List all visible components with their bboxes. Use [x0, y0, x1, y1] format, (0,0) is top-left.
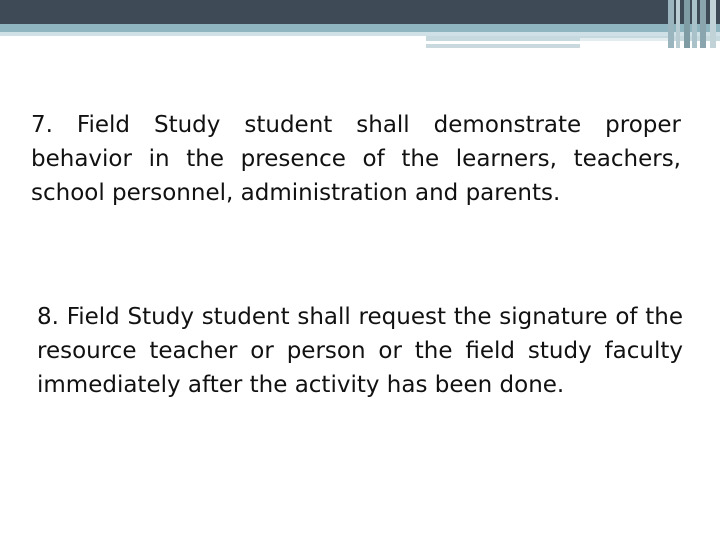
rule-7-text: 7. Field Study student shall demonstrate proper behavior in the presence of the learners, teachers, school personnel, administration and parents. [31, 112, 681, 206]
header-stripe [700, 0, 706, 48]
header-stripe [710, 0, 716, 48]
header-stripe [684, 0, 690, 48]
header-accent-line [426, 44, 580, 48]
header-bar-teal [0, 24, 720, 32]
header-bar-dark [0, 0, 720, 24]
header-accent-line [580, 38, 668, 41]
header-stripe [668, 0, 674, 48]
rule-8-text: 8. Field Study student shall request the signature of the resource teacher or person or the field study faculty immediately after the activity has been done. [37, 304, 683, 398]
header-stripe [676, 0, 680, 48]
header-stripe [692, 0, 697, 48]
